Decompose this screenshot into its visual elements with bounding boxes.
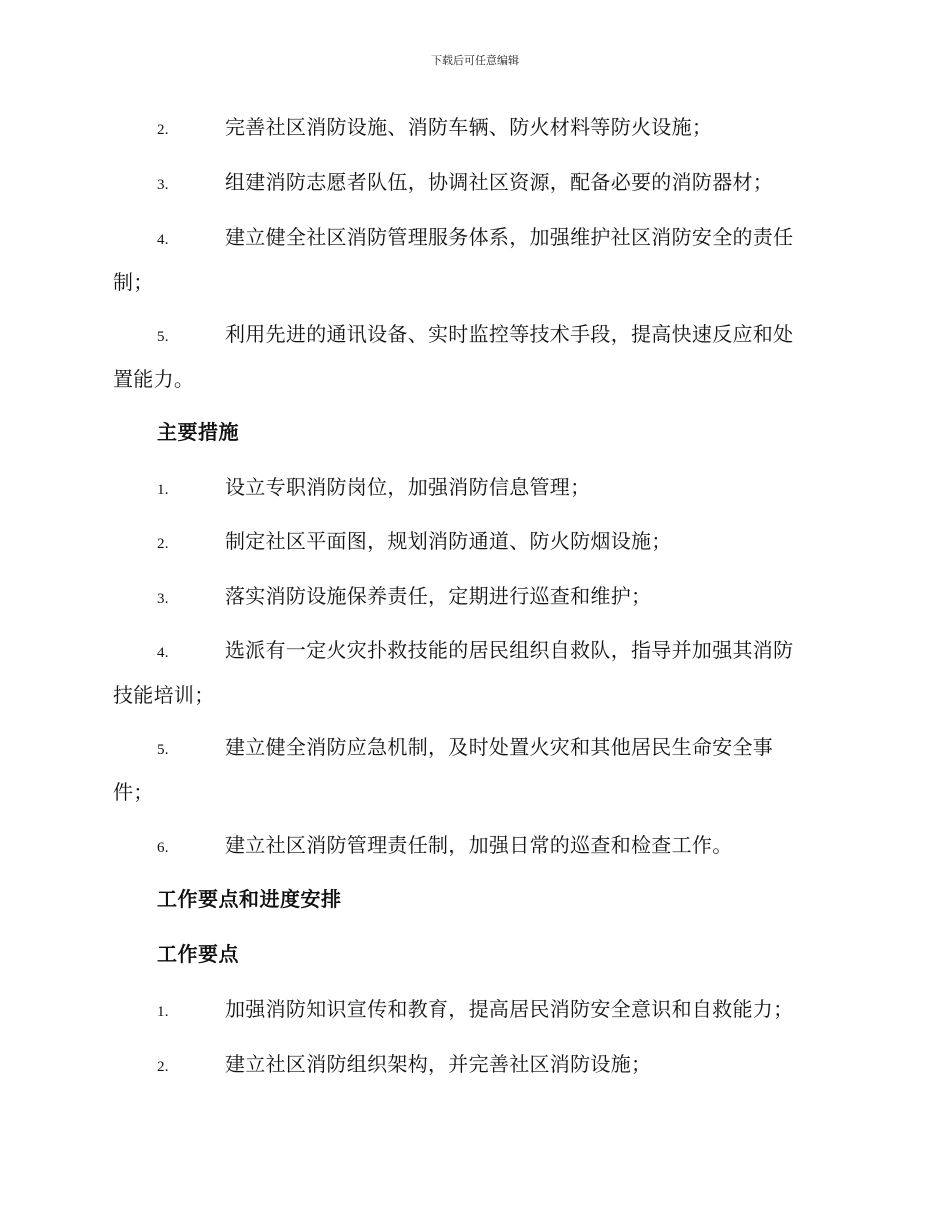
list-item xyxy=(113,466,838,511)
list-item-text: 建立健全消防应急机制，及时处置火灾和其他居民生命安全事 xyxy=(225,735,774,759)
page-header: 下载后可任意编辑 xyxy=(431,54,519,67)
list-item-text: 加强消防知识宣传和教育，提高居民消防安全意识和自救能力； xyxy=(225,997,794,1021)
list-item xyxy=(113,726,838,813)
list-item-text: 设立专职消防岗位，加强消防信息管理； xyxy=(225,475,591,499)
list-item-text-continued: 制； xyxy=(113,270,154,294)
list-item-text: 建立社区消防管理责任制，加强日常的巡查和检查工作。 xyxy=(225,833,733,857)
list-item xyxy=(113,1043,838,1088)
list-item-text: 落实消防设施保养责任，定期进行巡查和维护； xyxy=(225,584,652,608)
section-heading-work-points: 工作要点 xyxy=(157,942,239,966)
list-item-number: 6. xyxy=(157,840,169,856)
list-item-text: 利用先进的通讯设备、实时监控等技术手段，提高快速反应和处 xyxy=(225,322,794,346)
list-item-number: 2. xyxy=(157,536,169,552)
list-item xyxy=(113,629,838,716)
list-item-text-continued: 件； xyxy=(113,780,154,804)
list-item-text: 组建消防志愿者队伍，协调社区资源，配备必要的消防器材； xyxy=(225,170,774,194)
list-item xyxy=(113,824,838,869)
list-item-number: 5. xyxy=(157,742,169,758)
list-item xyxy=(113,106,838,151)
list-item xyxy=(113,216,838,303)
list-item xyxy=(113,575,838,620)
list-item-number: 4. xyxy=(157,232,169,248)
list-item xyxy=(113,988,838,1033)
list-item-text-continued: 置能力。 xyxy=(113,367,195,391)
list-item xyxy=(113,161,838,206)
list-item-number: 3. xyxy=(157,177,169,193)
list-item-text-continued: 技能培训； xyxy=(113,683,215,707)
list-item-number: 5. xyxy=(157,329,169,345)
list-item-number: 2. xyxy=(157,122,169,138)
list-item-text: 建立社区消防组织架构，并完善社区消防设施； xyxy=(225,1052,652,1076)
list-item xyxy=(113,520,838,565)
list-item-text: 制定社区平面图，规划消防通道、防火防烟设施； xyxy=(225,529,672,553)
section-heading-work-schedule: 工作要点和进度安排 xyxy=(157,887,342,911)
list-item xyxy=(113,313,838,400)
list-item-number: 3. xyxy=(157,591,169,607)
list-item-number: 2. xyxy=(157,1059,169,1075)
list-item-number: 1. xyxy=(157,482,169,498)
list-item-text: 完善社区消防设施、消防车辆、防火材料等防火设施； xyxy=(225,115,713,139)
list-item-text: 建立健全社区消防管理服务体系，加强维护社区消防安全的责任 xyxy=(225,225,794,249)
list-item-text: 选派有一定火灾扑救技能的居民组织自救队，指导并加强其消防 xyxy=(225,638,794,662)
list-item-number: 1. xyxy=(157,1004,169,1020)
section-heading-measures: 主要措施 xyxy=(157,420,239,444)
list-item-number: 4. xyxy=(157,645,169,661)
